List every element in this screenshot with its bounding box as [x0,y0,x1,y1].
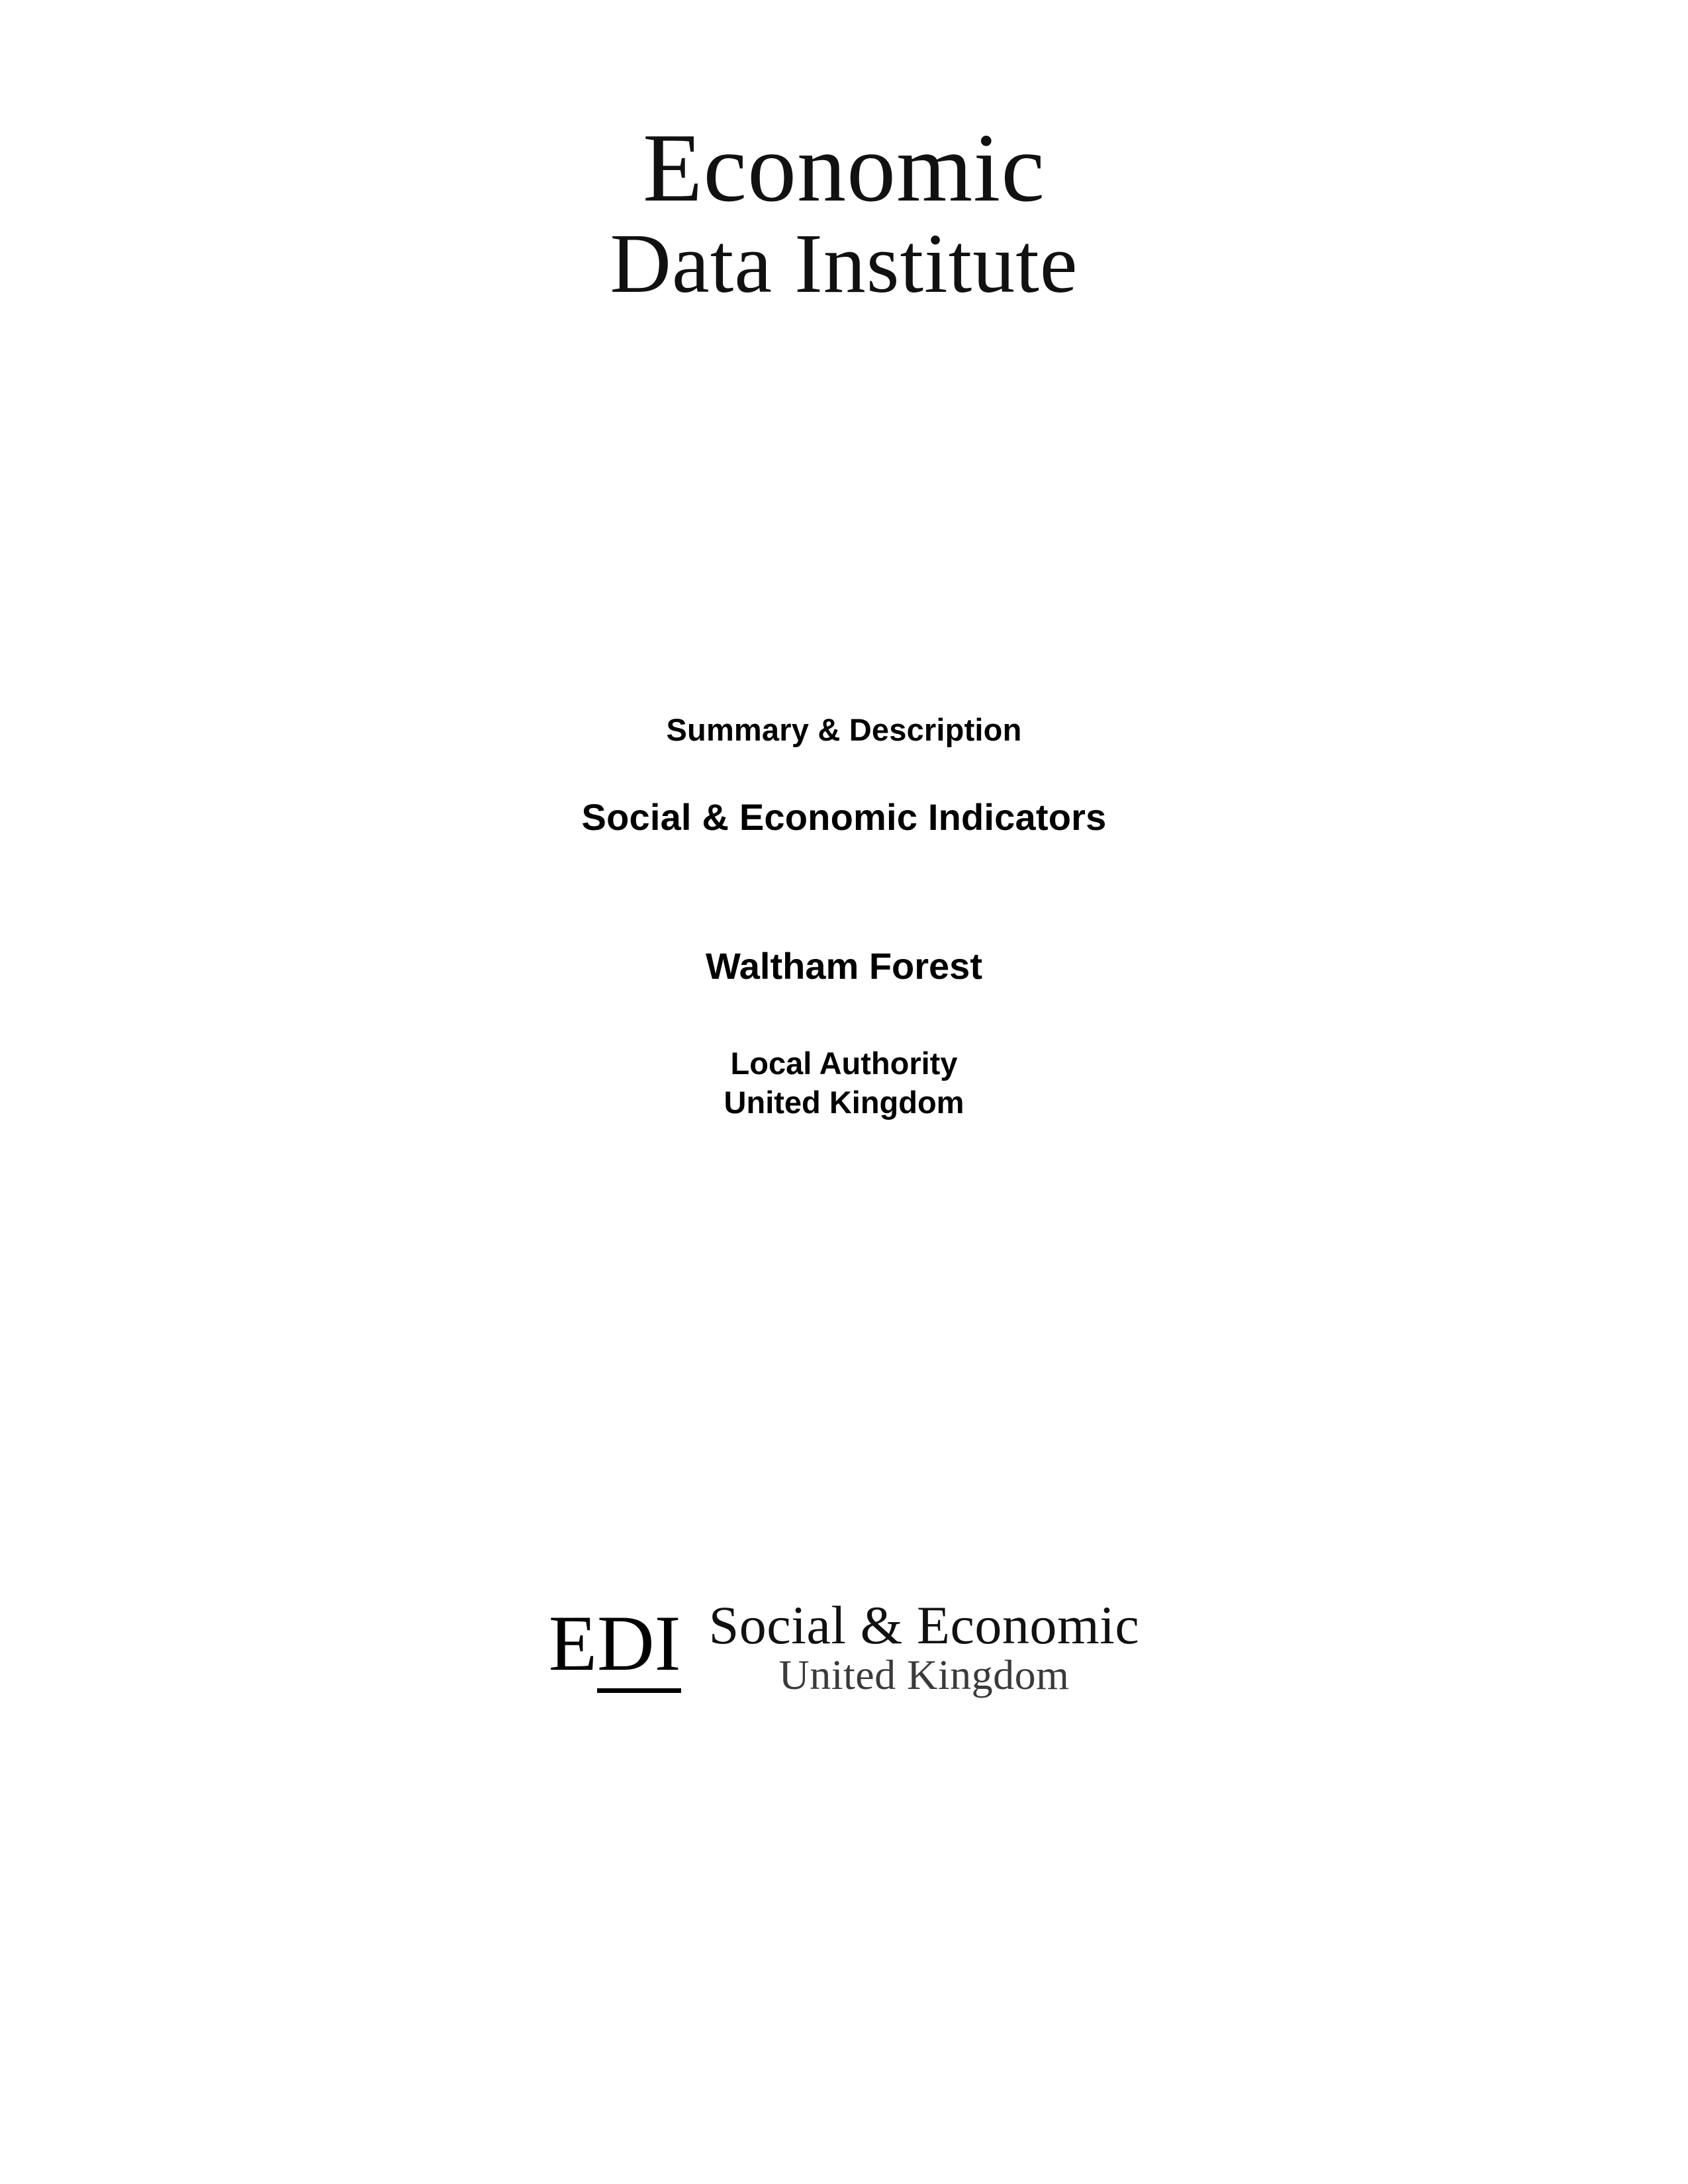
edi-tagline-line2: United Kingdom [778,1651,1070,1698]
edi-wordmark-di: DI [597,1599,681,1693]
area-country: United Kingdom [724,1085,964,1120]
edi-tagline-line1: Social & Economic [708,1595,1140,1655]
title-block [0,711,1688,1122]
publisher-logo-line1: Economic [642,114,1046,222]
publisher-logo [0,114,1688,310]
edi-wordmark-e: E [548,1599,597,1687]
area-name: Waltham Forest [706,945,982,987]
document-kind: Summary & Description [666,712,1022,747]
document-subject: Social & Economic Indicators [581,796,1107,838]
edi-wordmark [548,1598,681,1687]
publisher-logo-line2: Data Institute [610,216,1078,310]
edi-footer-logo [0,1595,1688,1698]
edi-tagline [708,1595,1140,1698]
area-level: Local Authority [730,1046,958,1081]
